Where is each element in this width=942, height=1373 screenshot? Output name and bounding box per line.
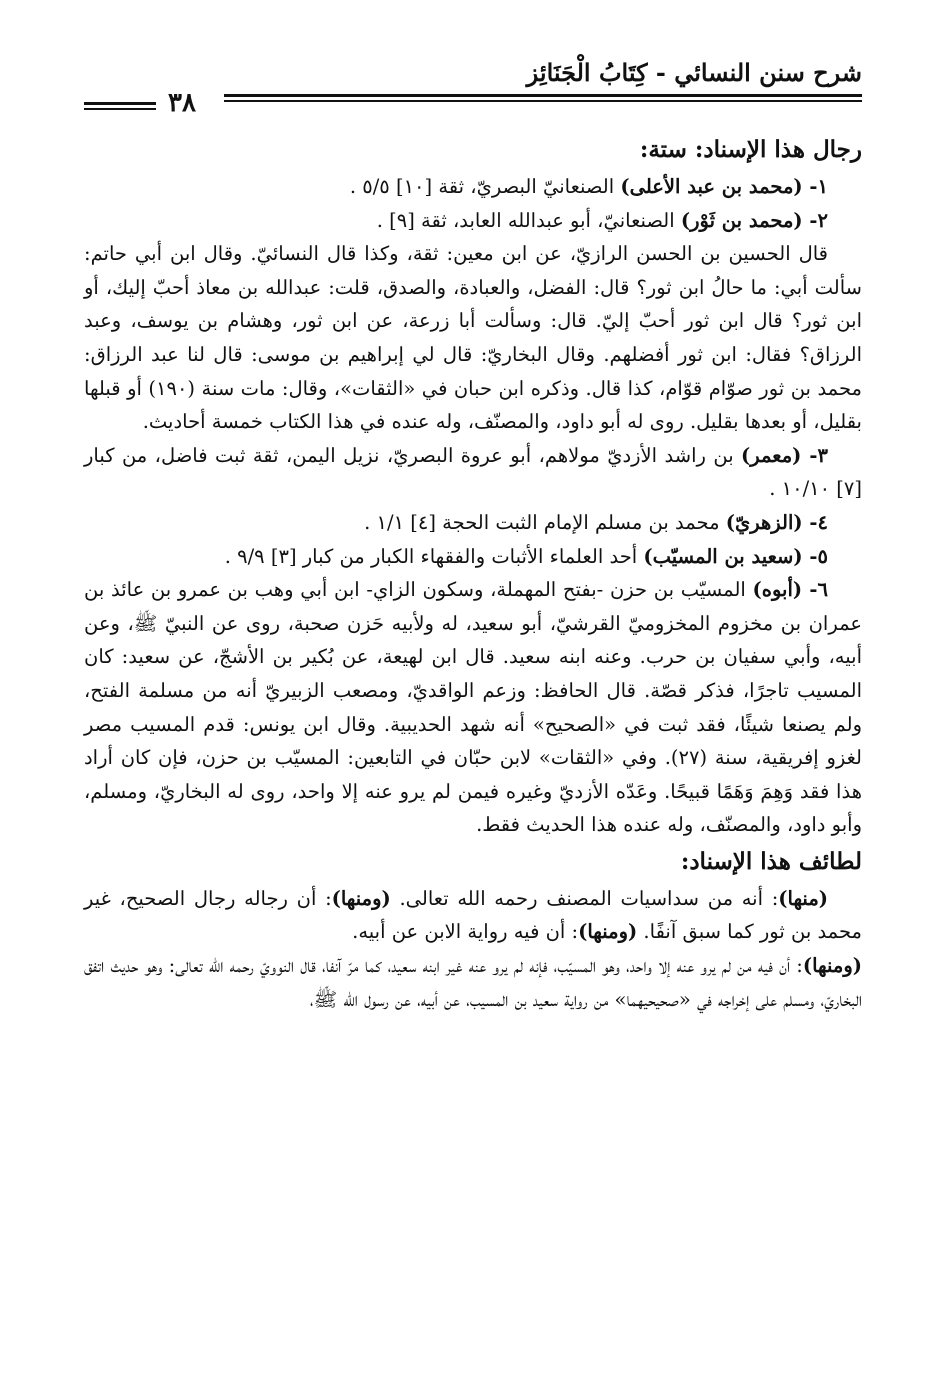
lataif-marker: (منها) bbox=[778, 886, 828, 910]
narrator-entry bbox=[84, 170, 862, 204]
narrator-entry bbox=[84, 439, 862, 506]
narrator-text: بن راشد الأزديّ مولاهم، أبو عروة البصريّ، نزيل اليمن، ثقة ثبت فاضل، من كبار [٧] ١٠/١٠ . bbox=[84, 443, 862, 501]
page-content bbox=[84, 130, 862, 1016]
narrator-name: (الزهريّ) bbox=[725, 510, 803, 534]
narrator-name: (محمد بن عبد الأعلى) bbox=[620, 175, 803, 198]
narrator-name: (سعيد بن المسيّب) bbox=[643, 544, 803, 568]
narrator-number: ١- bbox=[802, 175, 828, 198]
narrator-number: ٣- bbox=[801, 443, 828, 467]
section-heading-rijal: رجال هذا الإسناد: ستة: bbox=[639, 136, 862, 163]
lataif-paragraph bbox=[84, 949, 862, 1016]
narrator-text: الصنعانيّ، أبو عبدالله العابد، ثقة [٩] . bbox=[376, 208, 681, 232]
narrator-number: ٥- bbox=[802, 544, 828, 568]
narrator-text: الصنعانيّ البصريّ، ثقة [١٠] ٥/٥ . bbox=[349, 175, 621, 198]
narrator-text: المسيّب بن حزن -بفتح المهملة، وسكون الزاي- ابن أبي وهب بن عمرو بن عائذ بن عمران بن مخزوم المخزوميّ القرشيّ، أبو سعيد، له ولأبيه حَزن صحبة، روى عن النبيّ ﷺ، وعن أبيه، وأبي سفيان بن حرب. وعنه ابنه سعيد. قال ابن لهيعة، عن بُكير بن الأشجّ، عن سعيد: كان المسيب تاجرًا، فذكر قصّة. قال الحافظ: وزعم الواقديّ، ومصعب الزبيريّ أنه من مسلمة الفتح، ولم يصنعا شيئًا، فقد ثبت في «الصحيح» أنه شهد الحديبية. وقال ابن يونس: قدم المسيب مصر لغزو إفريقية، سنة (٢٧). وفي «الثقات» لابن حبّان في التابعين: المسيّب بن حزن، فإن كان أراد هذا فقد وَهِمَ وَهَمًا قبيحًا. وعَدّه الأزديّ وغيره فيمن لم يرو عنه إلا واحد، روى له البخاريّ، ومسلم، وأبو داود، والمصنّف، وله عنده هذا الحديث فقط. bbox=[84, 578, 863, 837]
narrator-entry bbox=[84, 573, 862, 842]
lataif-text: : أنه من سداسيات المصنف رحمه الله تعالى. bbox=[390, 886, 779, 910]
narrator-entry bbox=[84, 540, 862, 574]
narrator-name: (محمد بن ثَوْر) bbox=[680, 208, 803, 232]
narrator-number: ٦- bbox=[802, 578, 828, 602]
page-header bbox=[84, 58, 862, 122]
lataif-text: : أن رجاله رجال الصحيح، غير محمد بن ثور كما سبق آنفًا. bbox=[84, 886, 862, 944]
ibn-thawr-paragraph: قال الحسين بن الحسن الرازيّ، عن ابن معين: ثقة، وكذا قال النسائيّ. وقال ابن أبي حاتم: سألت أبي: ما حالُ ابن ثور؟ قال: الفضل، والعبادة، والصدق، قلت: عبدالله بن معاذ أحبّ إليك، أو ابن ثور؟ قال ابن ثور أحبّ إليّ. قال: وسألت أبا زرعة، عن ابن ثور، وهشام بن يوسف، وعبد الرزاق؟ فقال: ابن ثور أفضلهم. وقال البخاريّ: قال لي إبراهيم بن موسى: قال لنا عبد الرزاق: محمد بن ثور صوّام قوّام، كذا قال. وذكره ابن حبان في «الثقات»، وقال: مات سنة (١٩٠) أو قبلها بقليل، أو بعدها بقليل. روى له أبو داود، والمصنّف، وله عنده في هذا الكتاب خمسة أحاديث. bbox=[84, 242, 862, 434]
narrator-number: ٢- bbox=[802, 208, 828, 232]
header-rule bbox=[224, 94, 862, 105]
narrator-entry bbox=[84, 204, 862, 238]
lataif-marker: (ومنها) bbox=[802, 954, 862, 978]
narrator-number: ٤- bbox=[802, 510, 828, 534]
lataif-text: : أن فيه من لم يرو عنه إلا واحد، وهو المسيّب، فإنه لم يرو عنه غير ابنه سعيد، كما مرّ آنفا، قال النوويّ رحمه الله تعالى: وهو حديث اتفق البخاريّ، ومسلم على إخراجه في «صحيحيهما» من رواية سعيد بن المسيب، عن أبيه، عن رسول الله ﷺ، bbox=[84, 954, 862, 1011]
section-heading-lataif: لطائف هذا الإسناد: bbox=[680, 847, 862, 875]
narrator-name: (معمر) bbox=[741, 443, 802, 467]
narrator-entry bbox=[84, 506, 862, 540]
running-title: شرح سنن النسائي - كِتَابُ الْجَنَائِز bbox=[526, 58, 862, 87]
lataif-text: : أن فيه رواية الابن عن أبيه. bbox=[352, 920, 579, 944]
page-number: ٣٨ bbox=[168, 88, 196, 118]
narrator-text: أحد العلماء الأثبات والفقهاء الكبار من كبار [٣] ٩/٩ . bbox=[224, 544, 644, 568]
lataif-paragraph bbox=[84, 882, 862, 949]
narrator-name: (أبوه) bbox=[752, 578, 803, 602]
lataif-marker: (ومنها) bbox=[331, 886, 391, 910]
lataif-marker: (ومنها) bbox=[578, 920, 638, 944]
narrator-text: محمد بن مسلم الإمام الثبت الحجة [٤] ١/١ . bbox=[364, 510, 726, 534]
header-rule-short bbox=[84, 102, 156, 113]
